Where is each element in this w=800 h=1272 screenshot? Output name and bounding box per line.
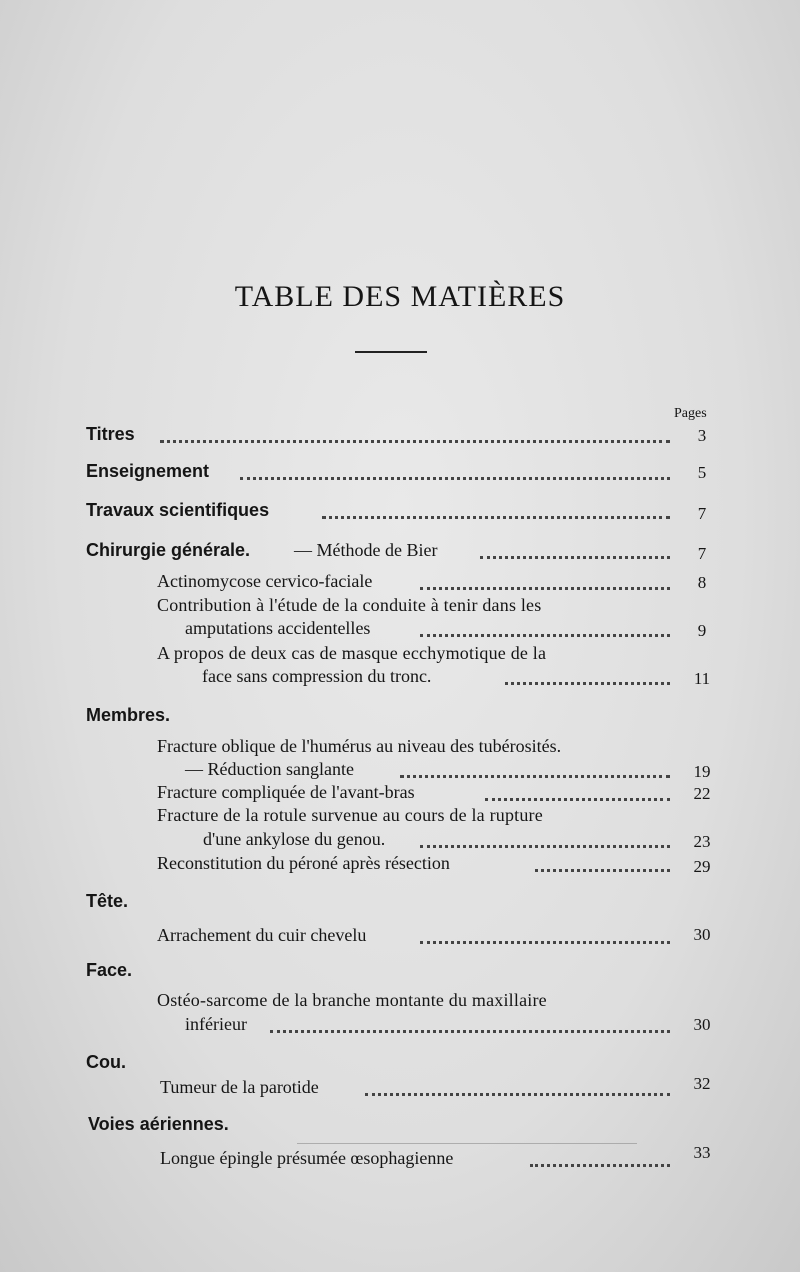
toc-item-label: Arrachement du cuir chevelu bbox=[157, 925, 367, 945]
page-number: 9 bbox=[697, 621, 707, 640]
toc-item-label-line1: Fracture oblique de l'humérus au niveau des tubérosités. bbox=[157, 736, 562, 756]
dot-leader bbox=[480, 556, 670, 559]
page-number: 5 bbox=[697, 463, 707, 482]
page-number: 19 bbox=[693, 762, 711, 781]
toc-section-label: Chirurgie générale. bbox=[86, 540, 251, 560]
page-number: 30 bbox=[693, 925, 711, 944]
dot-leader bbox=[420, 587, 670, 590]
toc-item-label: Longue épingle présumée œsophagienne bbox=[160, 1148, 454, 1168]
dot-leader bbox=[365, 1093, 670, 1096]
page-number: 22 bbox=[693, 784, 711, 803]
toc-item-label-line2: inférieur bbox=[185, 1014, 247, 1034]
dot-leader bbox=[160, 440, 670, 443]
pages-column-header: Pages bbox=[674, 406, 707, 421]
toc-item-label-line2: d'une ankylose du genou. bbox=[203, 829, 386, 849]
toc-section-label: Membres. bbox=[86, 705, 171, 725]
toc-section-label: Travaux scientifiques bbox=[86, 500, 270, 520]
toc-item-label-line1: Fracture de la rotule survenue au cours de la rupture bbox=[157, 805, 543, 825]
dot-leader bbox=[535, 869, 670, 872]
page-number: 3 bbox=[697, 426, 707, 445]
toc-item-label-line1: A propos de deux cas de masque ecchymotique de la bbox=[157, 643, 547, 663]
toc-section-sublabel: — Méthode de Bier bbox=[294, 540, 438, 560]
toc-section-label: Cou. bbox=[86, 1052, 126, 1072]
toc-section-label: Titres bbox=[86, 424, 135, 444]
dot-leader bbox=[420, 941, 670, 944]
page-number: 33 bbox=[693, 1143, 711, 1162]
toc-section-label: Tête. bbox=[86, 891, 129, 911]
page-number: 7 bbox=[697, 504, 707, 523]
toc-item-label: Actinomycose cervico-faciale bbox=[157, 571, 373, 591]
toc-item-label-line1: Ostéo-sarcome de la branche montante du maxillaire bbox=[157, 990, 547, 1010]
toc-item-label-line2: — Réduction sanglante bbox=[185, 759, 354, 779]
page-number: 30 bbox=[693, 1015, 711, 1034]
page-number: 7 bbox=[697, 544, 707, 563]
dot-leader bbox=[270, 1030, 670, 1033]
page-number: 32 bbox=[693, 1074, 711, 1093]
toc-section-label: Face. bbox=[86, 960, 133, 980]
page-number: 23 bbox=[693, 832, 711, 851]
dot-leader bbox=[505, 682, 670, 685]
dot-leader bbox=[420, 845, 670, 848]
toc-item-label-line2: face sans compression du tronc. bbox=[202, 666, 432, 686]
dot-leader bbox=[530, 1164, 670, 1167]
faint-rule bbox=[297, 1143, 637, 1144]
toc-section-label: Voies aériennes. bbox=[88, 1114, 229, 1134]
dot-leader bbox=[485, 798, 670, 801]
dot-leader bbox=[240, 477, 670, 480]
dot-leader bbox=[400, 775, 670, 778]
toc-item-label: Fracture compliquée de l'avant-bras bbox=[157, 782, 415, 802]
bleed-through bbox=[360, 125, 450, 126]
toc-section-label: Enseignement bbox=[86, 461, 210, 481]
dot-leader bbox=[322, 516, 670, 519]
dot-leader bbox=[420, 634, 670, 637]
toc-item-label: Reconstitution du péroné après résection bbox=[157, 853, 450, 873]
page-number: 8 bbox=[697, 573, 707, 592]
title-rule bbox=[355, 351, 427, 353]
page-number: 11 bbox=[693, 669, 711, 688]
page-title: TABLE DES MATIÈRES bbox=[234, 280, 566, 313]
toc-item-label: Tumeur de la parotide bbox=[160, 1077, 319, 1097]
page-number: 29 bbox=[693, 857, 711, 876]
toc-item-label-line1: Contribution à l'étude de la conduite à tenir dans les bbox=[157, 595, 542, 615]
toc-item-label-line2: amputations accidentelles bbox=[185, 618, 371, 638]
